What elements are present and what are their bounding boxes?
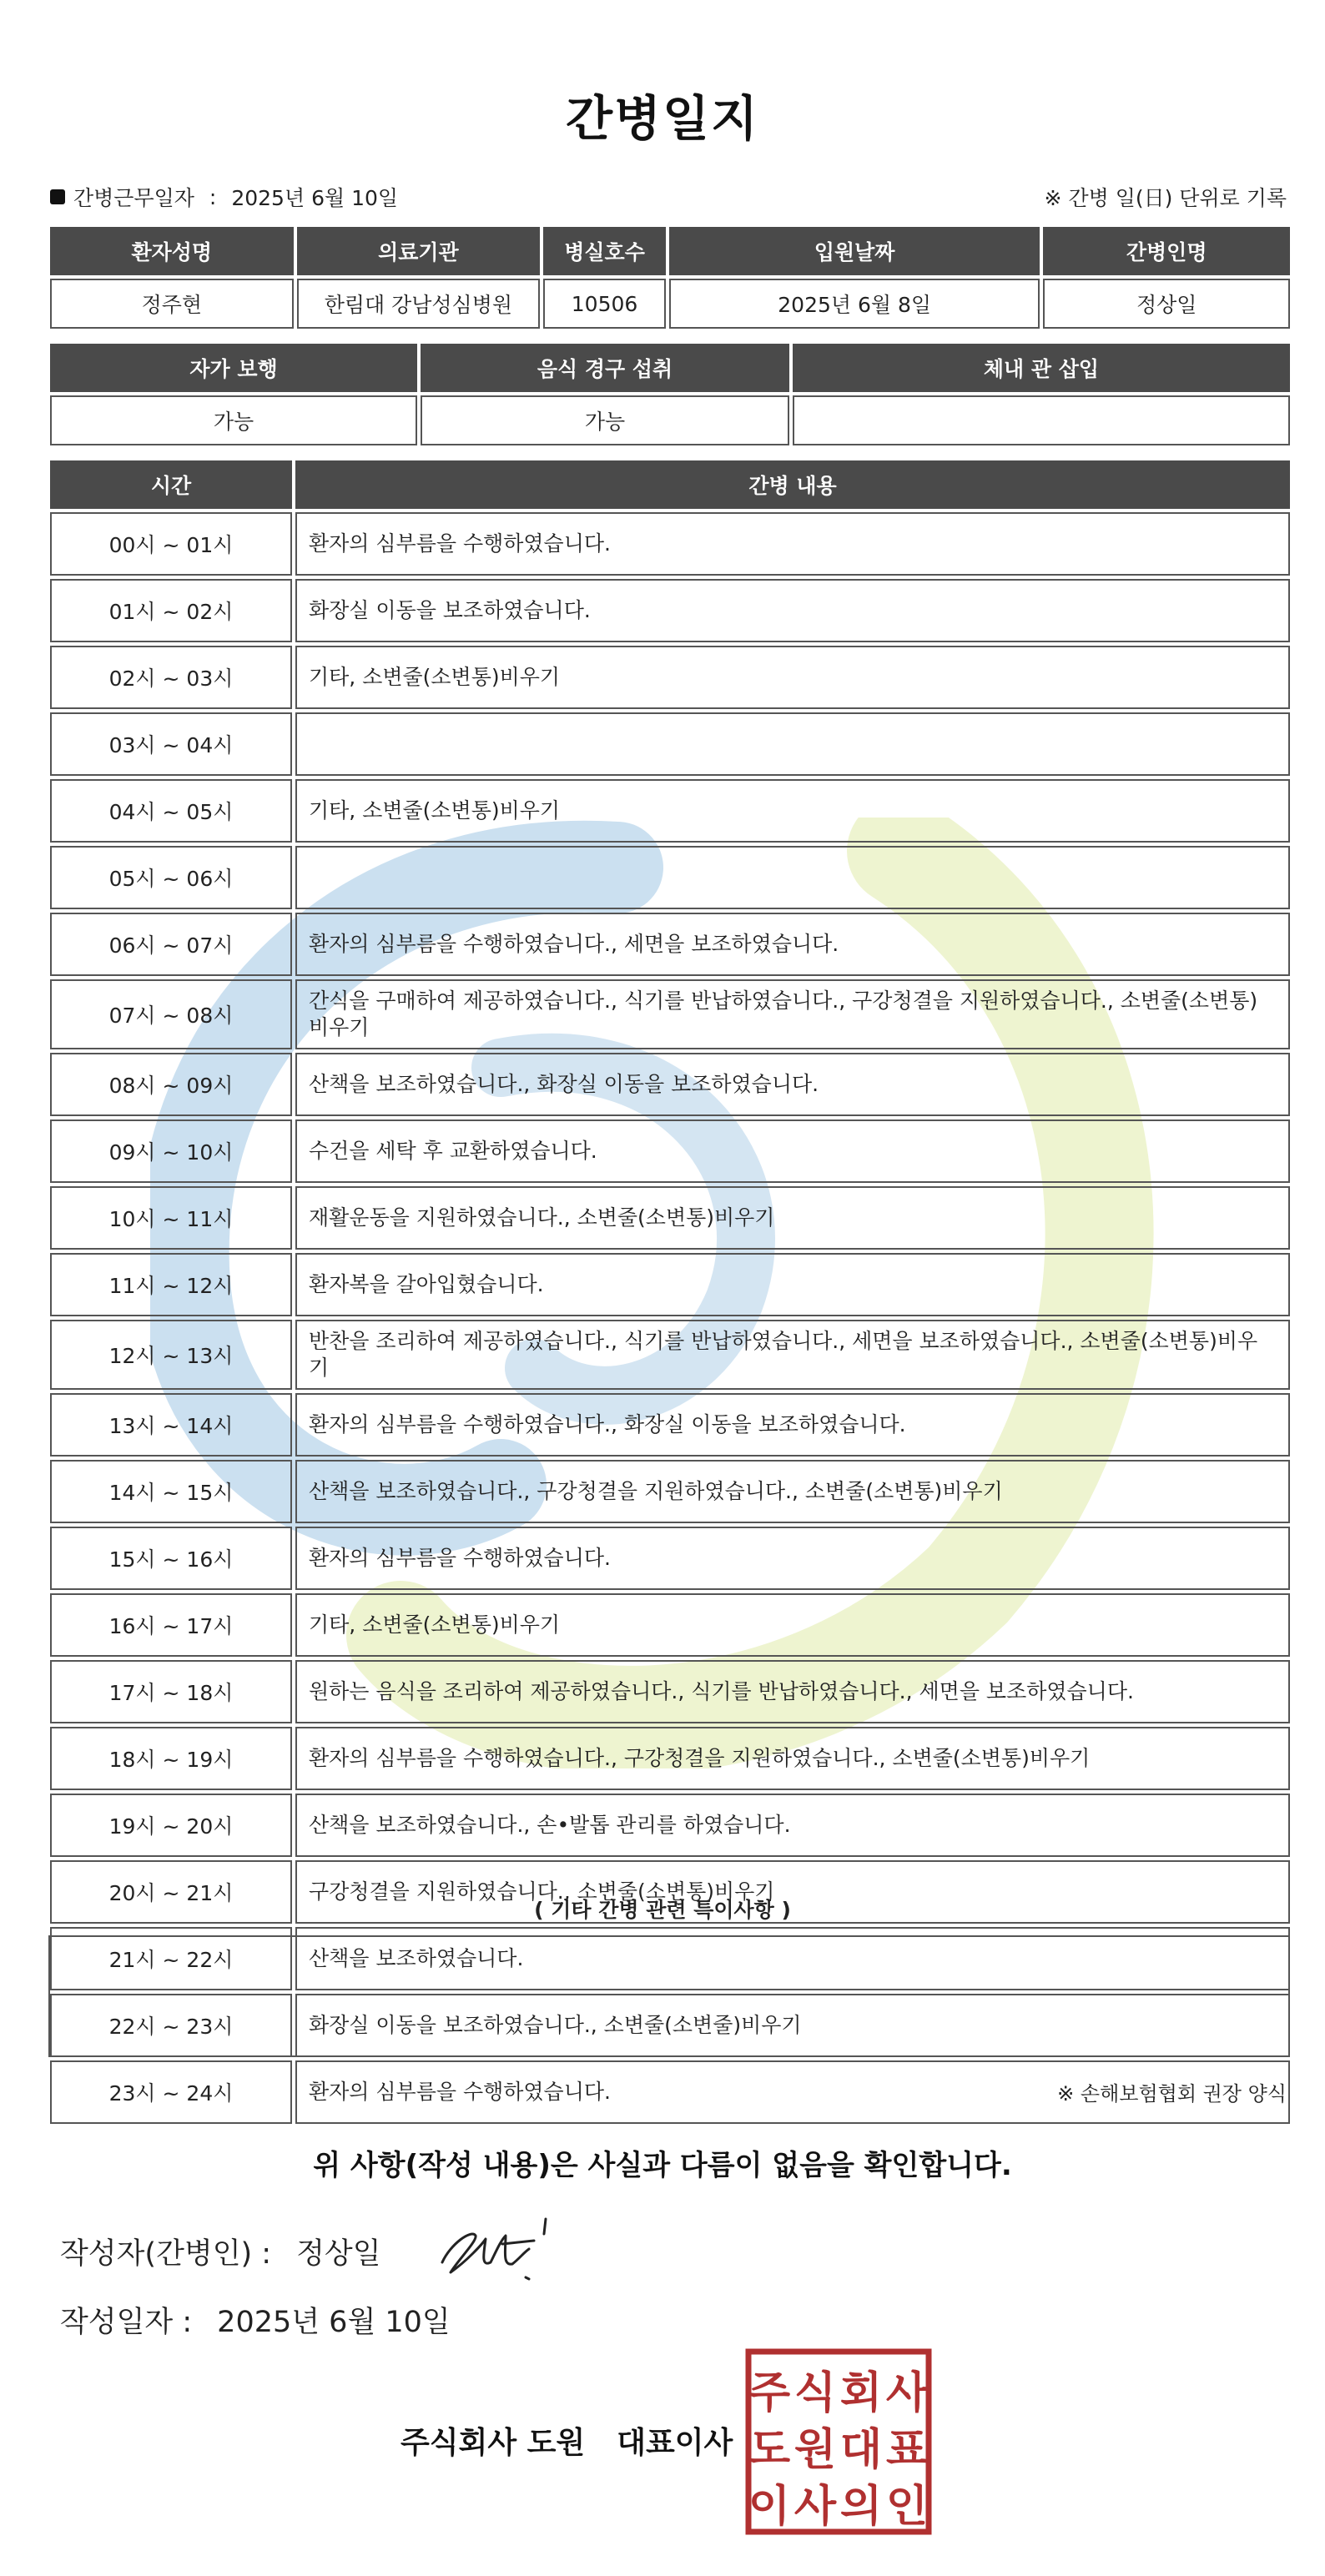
- care-log-time: 06시 ~ 07시: [50, 913, 292, 976]
- care-log-row: [50, 846, 1290, 909]
- company-seal-stamp: [744, 2347, 933, 2536]
- care-log-time: 23시 ~ 24시: [50, 2060, 292, 2124]
- handwritten-signature: [426, 2211, 567, 2286]
- care-log-time: 15시 ~ 16시: [50, 1527, 292, 1590]
- care-log-time: 01시 ~ 02시: [50, 579, 292, 642]
- caregiver-name: 정상일: [1043, 279, 1290, 329]
- care-log-time: 18시 ~ 19시: [50, 1727, 292, 1790]
- care-log-time: 00시 ~ 01시: [50, 512, 292, 576]
- care-log-content: 구강청결을 지원하였습니다., 소변줄(소변통)비우기: [295, 1860, 1290, 1924]
- care-log-content: [295, 846, 1290, 909]
- care-log-row: [50, 979, 1290, 1049]
- header-care-content: 간병 내용: [295, 460, 1290, 509]
- care-log-row: [50, 1460, 1290, 1523]
- care-log-time: 10시 ~ 11시: [50, 1186, 292, 1250]
- bullet-square-icon: [50, 189, 65, 204]
- care-log-time: 03시 ~ 04시: [50, 712, 292, 776]
- care-log-content: 기타, 소변줄(소변통)비우기: [295, 1593, 1290, 1657]
- ability-table-header-row: [50, 344, 1290, 392]
- seal-character: 주: [748, 2368, 791, 2418]
- care-log-time: 14시 ~ 15시: [50, 1460, 292, 1523]
- care-log-time: 13시 ~ 14시: [50, 1393, 292, 1457]
- seal-character: 회: [839, 2368, 883, 2418]
- header-room-number: 병실호수: [543, 227, 666, 275]
- patient-info-table: [47, 224, 1293, 332]
- document-title: 간병일지: [565, 90, 760, 147]
- care-log-row: [50, 1860, 1290, 1924]
- seal-character: 사: [793, 2482, 837, 2532]
- care-log-content: 간식을 구매하여 제공하였습니다., 식기를 반납하였습니다., 구강청결을 지원하였습니다., 소변줄(소변통)비우기: [295, 979, 1290, 1049]
- care-log-time: 12시 ~ 13시: [50, 1320, 292, 1390]
- care-log-content: 환자의 심부름을 수행하였습니다., 세면을 보조하였습니다.: [295, 913, 1290, 976]
- written-date-row: [60, 2299, 451, 2341]
- written-date-value: 2025년 6월 10일: [217, 2306, 451, 2339]
- care-log-row: [50, 913, 1290, 976]
- care-log-content: 화장실 이동을 보조하였습니다.: [295, 579, 1290, 642]
- care-log-row: [50, 1119, 1290, 1183]
- care-log-content: 환자의 심부름을 수행하였습니다.: [295, 2060, 1290, 2124]
- seal-character: 이: [748, 2482, 791, 2532]
- care-log-row: [50, 1527, 1290, 1590]
- seal-character: 표: [885, 2425, 929, 2475]
- care-log-time: 08시 ~ 09시: [50, 1053, 292, 1116]
- company-signature-row: [401, 2419, 733, 2462]
- company-name: 주식회사 도원: [401, 2426, 586, 2460]
- header-self-walking: 자가 보행: [50, 344, 417, 392]
- ability-table: [47, 340, 1293, 449]
- care-log-row: [50, 712, 1290, 776]
- care-log-row: [50, 1186, 1290, 1250]
- ability-table-value-row: [50, 395, 1290, 445]
- form-footnote: ※ 손해보험협회 권장 양식: [1057, 2082, 1287, 2106]
- seal-character: 식: [793, 2368, 837, 2418]
- care-log-time: 20시 ~ 21시: [50, 1860, 292, 1924]
- care-log-content: 환자의 심부름을 수행하였습니다., 구강청결을 지원하였습니다., 소변줄(소변통)비우기: [295, 1727, 1290, 1790]
- company-ceo-title: 대표이사: [617, 2426, 733, 2460]
- care-log-row: [50, 779, 1290, 843]
- hospital-name: 한림대 강남성심병원: [297, 279, 541, 329]
- care-log-row: [50, 646, 1290, 709]
- care-log-content: 환자의 심부름을 수행하였습니다.: [295, 512, 1290, 576]
- header-time: 시간: [50, 460, 292, 509]
- header-tube-insertion: 체내 관 삽입: [793, 344, 1290, 392]
- care-log-content: 기타, 소변줄(소변통)비우기: [295, 779, 1290, 843]
- written-date-label: 작성일자 :: [60, 2306, 193, 2339]
- header-admission-date: 입원날짜: [669, 227, 1040, 275]
- care-log-body: [50, 512, 1290, 2124]
- care-log-row: [50, 1393, 1290, 1457]
- patient-table-value-row: [50, 279, 1290, 329]
- admission-date: 2025년 6월 8일: [669, 279, 1040, 329]
- care-log-content: 재활운동을 지원하였습니다., 소변줄(소변통)비우기: [295, 1186, 1290, 1250]
- seal-character: 의: [839, 2482, 883, 2532]
- writer-name: 정상일: [296, 2237, 381, 2271]
- care-log-row: [50, 1727, 1290, 1790]
- header-hospital: 의료기관: [297, 227, 541, 275]
- care-log-row: [50, 1593, 1290, 1657]
- care-log-time: 17시 ~ 18시: [50, 1660, 292, 1723]
- care-log-time: 09시 ~ 10시: [50, 1119, 292, 1183]
- care-log-content: 원하는 음식을 조리하여 제공하였습니다., 식기를 반납하였습니다., 세면을 보조하였습니다.: [295, 1660, 1290, 1723]
- patient-name: 정주현: [50, 279, 294, 329]
- confirmation-statement: 위 사항(작성 내용)은 사실과 다름이 없음을 확인합니다.: [313, 2149, 1012, 2182]
- care-log-row: [50, 1660, 1290, 1723]
- care-log-content: 산책을 보조하였습니다., 화장실 이동을 보조하였습니다.: [295, 1053, 1290, 1116]
- writer-row: [60, 2231, 381, 2272]
- work-date-separator: :: [209, 184, 217, 209]
- seal-character: 대: [839, 2425, 883, 2475]
- care-log-content: 산책을 보조하였습니다., 구강청결을 지원하였습니다., 소변줄(소변통)비우기: [295, 1460, 1290, 1523]
- care-log-time: 02시 ~ 03시: [50, 646, 292, 709]
- writer-label: 작성자(간병인) :: [60, 2237, 272, 2271]
- care-log-row: [50, 579, 1290, 642]
- care-log-time: 21시 ~ 22시: [50, 1927, 292, 1990]
- care-log-time: 22시 ~ 23시: [50, 1994, 292, 2057]
- care-log-content: 수건을 세탁 후 교환하였습니다.: [295, 1119, 1290, 1183]
- care-log-content: [295, 712, 1290, 776]
- care-log-row: [50, 512, 1290, 576]
- care-log-time: 19시 ~ 20시: [50, 1794, 292, 1857]
- care-log-row: [50, 2060, 1290, 2124]
- work-date-label: 간병근무일자: [73, 186, 194, 210]
- care-log-time: 04시 ~ 05시: [50, 779, 292, 843]
- room-number: 10506: [543, 279, 666, 329]
- care-log-header-row: [50, 460, 1290, 509]
- care-log-time: 16시 ~ 17시: [50, 1593, 292, 1657]
- care-log-time: 07시 ~ 08시: [50, 979, 292, 1049]
- care-log-row: [50, 1053, 1290, 1116]
- care-log-time: 05시 ~ 06시: [50, 846, 292, 909]
- header-oral-intake: 음식 경구 섭취: [421, 344, 789, 392]
- care-log-row: [50, 1320, 1290, 1390]
- work-date-value: 2025년 6월 10일: [231, 186, 399, 210]
- header-caregiver-name: 간병인명: [1043, 227, 1290, 275]
- tube-insertion-value: [793, 395, 1290, 445]
- care-log-content: 화장실 이동을 보조하였습니다., 소변줄(소변줄)비우기: [295, 1994, 1290, 2057]
- self-walking-value: 가능: [50, 395, 417, 445]
- care-log-row: [50, 1794, 1290, 1857]
- unit-note: ※ 간병 일(日) 단위로 기록: [1044, 186, 1287, 210]
- seal-character: 도: [748, 2425, 791, 2475]
- care-log-row: [50, 1994, 1290, 2057]
- header-patient-name: 환자성명: [50, 227, 294, 275]
- care-log-table: [47, 457, 1293, 2127]
- care-log-time: 11시 ~ 12시: [50, 1253, 292, 1316]
- seal-character: 원: [793, 2425, 837, 2475]
- care-log-content: 산책을 보조하였습니다.: [295, 1927, 1290, 1990]
- care-log-content: 환자복을 갈아입혔습니다.: [295, 1253, 1290, 1316]
- care-log-row: [50, 1253, 1290, 1316]
- care-log-content: 환자의 심부름을 수행하였습니다., 화장실 이동을 보조하였습니다.: [295, 1393, 1290, 1457]
- seal-character: 사: [885, 2368, 929, 2418]
- care-log-content: 반찬을 조리하여 제공하였습니다., 식기를 반납하였습니다., 세면을 보조하였습니다., 소변줄(소변통)비우기: [295, 1320, 1290, 1390]
- seal-character: 인: [885, 2482, 929, 2532]
- patient-table-header-row: [50, 227, 1290, 275]
- care-log-row: [50, 1927, 1290, 1990]
- care-log-content: 기타, 소변줄(소변통)비우기: [295, 646, 1290, 709]
- oral-intake-value: 가능: [421, 395, 789, 445]
- work-date-row: [50, 182, 398, 212]
- care-log-content: 산책을 보조하였습니다., 손•발톱 관리를 하였습니다.: [295, 1794, 1290, 1857]
- notes-title: ( 기타 간병 관련 특이사항 ): [534, 1898, 791, 1922]
- care-log-content: 환자의 심부름을 수행하였습니다.: [295, 1527, 1290, 1590]
